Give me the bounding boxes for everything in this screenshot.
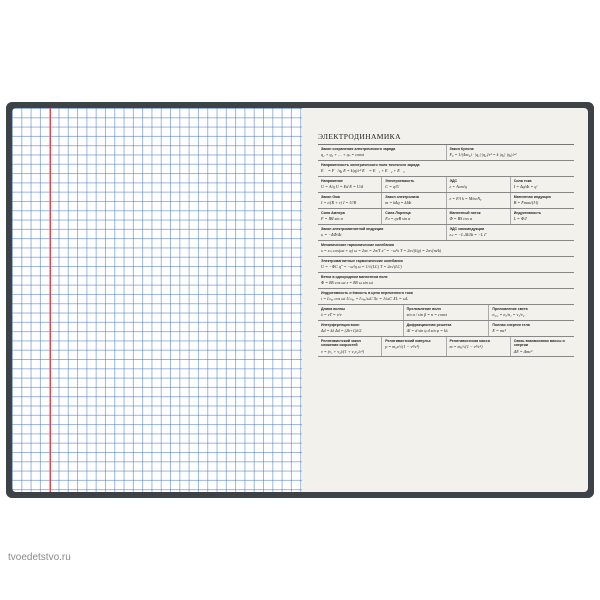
formula-cell xyxy=(511,177,574,192)
formula-cell xyxy=(382,337,446,356)
formula-row xyxy=(318,225,574,241)
formula-cell xyxy=(447,177,511,192)
formula-cell xyxy=(382,193,446,208)
formula-row xyxy=(318,193,574,209)
formula-label: Ветки в однородном магнитном поле xyxy=(321,275,388,279)
formula-label: Дифракционная решетка xyxy=(406,323,452,327)
formula-cell xyxy=(318,321,404,336)
formula-row xyxy=(318,337,574,357)
formula-row xyxy=(318,145,574,161)
formula-cell xyxy=(318,305,404,320)
formula-expression: I = ε/(R + r) I = U/R xyxy=(321,200,357,206)
formula-label: ЭДС самоиндукции xyxy=(449,227,485,231)
formula-expression: x = xₘ cos(ωt + φ) ω = 2πν = 2π/T x'' = −ω²x T = 2π√(l/g) = 2π√(m/k) xyxy=(321,248,442,254)
formula-expression: B = Fmax/(I·l) xyxy=(513,200,539,206)
formula-expression: λ = vT = v/ν xyxy=(321,312,342,318)
formula-cell xyxy=(404,305,490,320)
formula-label: Преломление света xyxy=(492,307,528,311)
formula-expression: v = (v₁ + v₂)/(1 + v₁v₂/c²) xyxy=(321,348,364,354)
formula-expression: εᵢ = −ΔΦ/Δt xyxy=(321,232,342,238)
formula-cell xyxy=(489,305,574,320)
formula-cell xyxy=(447,337,511,356)
formula-label: Электроемкость xyxy=(385,179,415,183)
formula-row xyxy=(318,177,574,193)
formula-expression: C = q/U xyxy=(385,184,400,190)
formula-expression: Δd = kλ Δd = (2k+1)λ/2 xyxy=(321,328,362,334)
formula-row xyxy=(318,321,574,337)
formula-cell xyxy=(318,193,382,208)
formula-cell xyxy=(318,209,382,224)
formula-label: Преломление волн xyxy=(406,307,441,311)
formula-cell xyxy=(382,209,446,224)
formula-label: Сила Лоренца xyxy=(385,211,411,215)
formula-label: Закон электромагнитной индукции xyxy=(321,227,384,231)
formula-label: Закон электролиза xyxy=(385,195,419,199)
formula-label: Релятивистская масса xyxy=(449,339,490,343)
formula-expression: sin α / sin β = n = const xyxy=(406,312,447,318)
formula-label: Длина волны xyxy=(321,307,346,311)
formula-label: Релятивистский закон сложения скоростей xyxy=(321,339,361,348)
formula-cell xyxy=(511,193,574,208)
formula-cell xyxy=(318,145,447,160)
grid-page xyxy=(12,108,302,492)
formula-expression: U = −ΦC q'' = −ω²q ω = 1/√(LC) T = 2π√(LC) xyxy=(321,264,402,270)
formula-expression: L = Φ/I xyxy=(513,216,527,222)
formula-expression: n₂,₁ = n₂/n₁ = v₁/v₂ xyxy=(492,312,525,318)
formula-label: Закон Кулона xyxy=(449,147,474,151)
watermark-text: tvoedetstvo.ru xyxy=(8,552,71,563)
formula-row xyxy=(318,241,574,257)
formula-expression: ε = F/l k = M/neNₐ xyxy=(449,196,482,201)
formula-label: Магнитный поток xyxy=(449,211,481,215)
formula-label: Связь взаимосвязи массы и энергии xyxy=(513,339,565,348)
formula-expression: Φ = BS cos α xyxy=(449,216,473,222)
formula-cell xyxy=(318,161,574,176)
formula-expression: Φ = BS cos ωt ε = BS ω sin ωt xyxy=(321,280,373,286)
formula-label: Сила Ампера xyxy=(321,211,345,215)
formula-expression: F₀ = 1/(4πε₀) · |q₁|·|q₂|/r² = k |q₁|·|q₂|/r² xyxy=(449,152,517,158)
formula-expression: Fл = qvB sin α xyxy=(385,216,411,222)
formula-label: Электромагнитные гармонические колебания xyxy=(321,259,403,263)
formula-label: Магнитная индукция xyxy=(513,195,551,199)
formula-cell xyxy=(318,337,382,356)
formula-cell xyxy=(318,289,574,304)
formula-label: Индуктивность xyxy=(513,211,542,215)
formula-expression: i = Iₘₐₓ cos ωt Uₘₐₓ = Iₘₐₓ/ωC Xc = 1/ωC XL = ωL xyxy=(321,296,409,302)
formula-row xyxy=(318,257,574,273)
formula-label: Закон Ома xyxy=(321,195,340,199)
formula-cell xyxy=(382,177,446,192)
formula-sheet xyxy=(318,132,574,357)
formula-cell xyxy=(318,273,574,288)
formula-cell xyxy=(447,225,575,240)
formula-expression: m = kΔq = kIΔt xyxy=(385,200,412,206)
formula-expression: p = m₀v/√(1 − v²/c²) xyxy=(385,344,420,350)
formula-row xyxy=(318,305,574,321)
formula-expression: Δl = d sin φ d sin φ = kλ xyxy=(406,328,448,334)
formula-cell xyxy=(318,225,447,240)
formula-row xyxy=(318,289,574,305)
formula-cell xyxy=(404,321,490,336)
formula-row xyxy=(318,273,574,289)
formula-label: Механические гармонические колебания xyxy=(321,243,394,247)
sheet-title: ЭЛЕКТРОДИНАМИКА xyxy=(318,132,574,145)
formula-row xyxy=(318,209,574,225)
open-notebook xyxy=(6,102,594,498)
formula-row xyxy=(318,161,574,177)
formula-label: Индуктивность и ёмкость в цепи переменного тока xyxy=(321,291,413,295)
formula-label: Сила тока xyxy=(513,179,532,183)
formula-expression: E = mc² xyxy=(492,328,506,334)
formula-expression: ε = Aст/q xyxy=(449,184,467,190)
formula-expression: q₁ + q₂ + … + qₙ = const xyxy=(321,152,365,158)
formula-cell xyxy=(318,257,574,272)
formula-page xyxy=(302,108,588,492)
formula-label: Полная энергия тела xyxy=(492,323,530,327)
formula-label: Напряжение xyxy=(321,179,343,183)
formula-expression: ΔE = Δmc² xyxy=(513,348,533,354)
formula-cell xyxy=(318,241,574,256)
formula-expression: U = A/q U = Ed E = U/d xyxy=(321,184,364,190)
formula-expression: εₛᵢ = −L ΔI/Δt = −L I' xyxy=(449,232,487,238)
formula-cell xyxy=(318,177,382,192)
formula-expression: m = m₀/√(1 − v²/c²) xyxy=(449,344,483,350)
formula-expression: E⃗ = F⃗/q₀ E = k|q|/r² E⃗ = E⃗₁ + E⃗₂ + E⃗₃ xyxy=(321,168,405,174)
formula-label: Закон сохранения электрического заряда xyxy=(321,147,396,151)
formula-expression: I = Δq/Δt = q' xyxy=(513,184,538,190)
formula-expression: F = IBl sin α xyxy=(321,216,343,222)
formula-label: Релятивистский импульс xyxy=(385,339,431,343)
formula-rows xyxy=(318,145,574,357)
formula-cell xyxy=(447,145,575,160)
margin-line xyxy=(50,108,51,492)
formula-cell xyxy=(511,209,574,224)
formula-cell xyxy=(447,209,511,224)
formula-label: ЭДС xyxy=(449,179,458,183)
formula-cell xyxy=(447,193,511,208)
formula-label: Интерференция волн xyxy=(321,323,360,327)
formula-label: Напряженность электрического поля точечного заряда xyxy=(321,163,420,167)
formula-cell xyxy=(489,321,574,336)
formula-cell xyxy=(511,337,574,356)
